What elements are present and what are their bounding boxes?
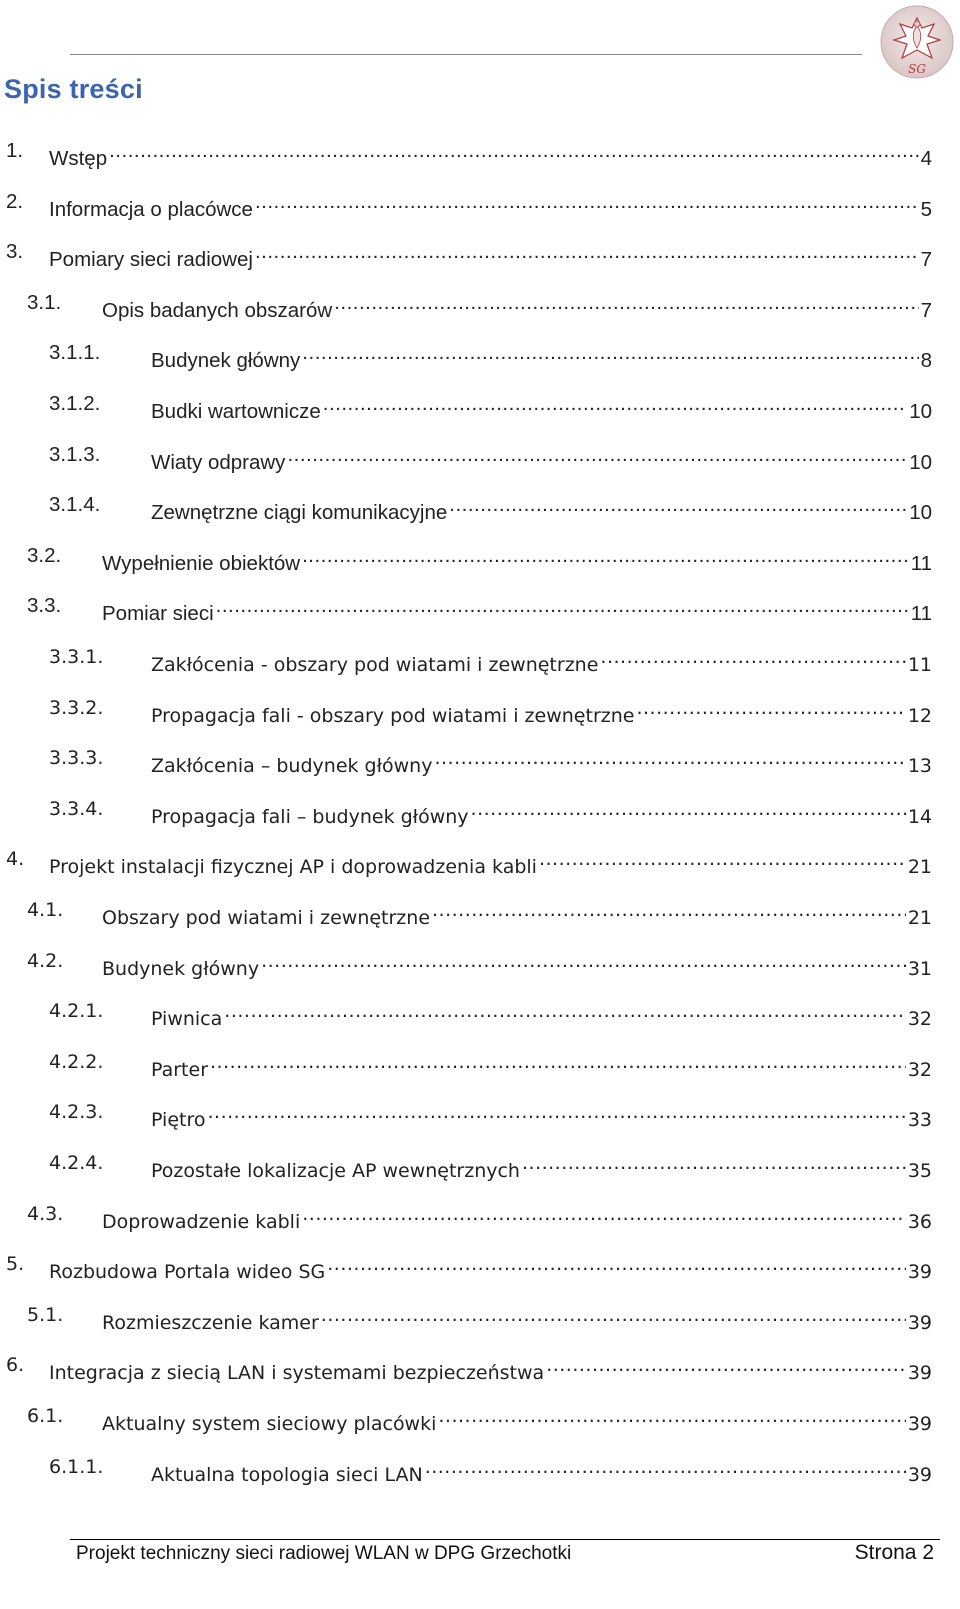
toc-entry-page: 33 <box>907 1109 932 1132</box>
toc-entry-title: Budki wartownicze <box>151 400 321 423</box>
toc-entry-page: 4 <box>920 147 932 170</box>
toc-entry-number: 3.1. <box>27 290 62 314</box>
toc-entry-number: 1. <box>6 139 24 162</box>
toc-entry-page: 10 <box>909 501 932 525</box>
toc-entry-number: 4.2. <box>27 949 64 972</box>
toc-entry-number: 3.3.1. <box>49 646 104 668</box>
toc-entry-title: Wypełnienie obiektów <box>102 551 301 575</box>
toc-entry-number: 6.1.1. <box>49 1455 104 1478</box>
toc-entry-number: 3.1.3. <box>49 442 101 466</box>
emblem-monogram: SG <box>908 62 926 76</box>
toc-entry[interactable] <box>0 1351 932 1385</box>
toc-entry-title: Aktualny system sieciowy placówki <box>102 1413 437 1435</box>
toc-entry-page: 32 <box>907 1058 932 1081</box>
toc-entry-page: 5 <box>920 197 932 221</box>
toc-entry-page: 12 <box>907 704 932 727</box>
toc-entry-page: 11 <box>910 551 932 575</box>
toc-dot-leader <box>323 390 907 418</box>
toc-entry[interactable] <box>0 390 932 423</box>
toc-entry-number: 4.3. <box>27 1202 64 1225</box>
toc-dot-leader <box>207 1098 905 1126</box>
toc-dot-leader <box>321 1301 906 1329</box>
toc-entry-title: Zakłócenia – budynek główny <box>151 755 433 778</box>
toc-entry[interactable] <box>0 137 932 170</box>
toc-entry-title: Obszary pod wiatami i zewnętrzne <box>102 907 431 929</box>
toc-entry-title: Informacja o placówce <box>49 197 253 221</box>
toc-entry-page: 10 <box>909 400 932 423</box>
toc-entry-title: Piętro <box>151 1109 206 1132</box>
toc-dot-leader <box>636 694 905 722</box>
toc-entry[interactable] <box>0 845 932 879</box>
toc-entry-page: 39 <box>907 1261 932 1284</box>
toc-entry-number: 4.2.3. <box>49 1101 104 1124</box>
toc-entry-number: 3.3. <box>27 594 62 618</box>
toc-entry[interactable] <box>0 795 932 828</box>
toc-entry-page: 31 <box>907 957 932 980</box>
toc-title: Spis treści <box>4 74 143 104</box>
toc-entry-title: Zewnętrzne ciągi komunikacyjne <box>151 501 448 525</box>
toc-entry-page: 8 <box>920 349 932 373</box>
toc-entry-title: Aktualna topologia sieci LAN <box>151 1463 423 1486</box>
toc-entry-number: 4.2.2. <box>49 1050 104 1073</box>
toc-entry-number: 4.1. <box>27 899 64 921</box>
toc-dot-leader <box>255 188 919 216</box>
toc-entry[interactable] <box>0 1453 932 1486</box>
toc-dot-leader <box>425 1453 906 1481</box>
toc-entry-title: Projekt instalacji fizycznej AP i doprowadzenia kabli <box>49 856 537 879</box>
toc-dot-leader <box>216 592 909 620</box>
toc-entry[interactable] <box>0 441 932 474</box>
toc-entry-number: 3.2. <box>27 543 62 567</box>
toc-entry[interactable] <box>0 542 932 575</box>
toc-entry-number: 3.3.2. <box>49 696 104 719</box>
toc-entry-title: Zakłócenia - obszary pod wiatami i zewnętrzne <box>151 654 599 676</box>
toc-dot-leader <box>302 339 918 367</box>
toc-entry-number: 6.1. <box>27 1405 64 1427</box>
toc-entry[interactable] <box>0 694 932 727</box>
toc-entry[interactable] <box>0 1200 932 1233</box>
toc-dot-leader <box>261 947 906 975</box>
toc-entry-title: Budynek główny <box>102 957 260 980</box>
toc-entry[interactable] <box>0 947 932 980</box>
toc-entry[interactable] <box>0 896 932 929</box>
toc-entry-number: 4.2.4. <box>49 1152 104 1174</box>
toc-entry-title: Pozostałe lokalizacje AP wewnętrznych <box>151 1160 520 1182</box>
toc-entry-page: 14 <box>907 805 932 828</box>
toc-entry-title: Opis badanych obszarów <box>102 298 333 322</box>
toc-entry-number: 4. <box>6 848 25 871</box>
toc-entry-page: 11 <box>910 602 932 626</box>
toc-dot-leader <box>334 289 918 317</box>
toc-entry-page: 39 <box>907 1463 932 1486</box>
toc-dot-leader <box>539 845 906 873</box>
toc-entry-title: Integracja z siecią LAN i systemami bezpieczeństwa <box>49 1362 545 1385</box>
toc-entry-number: 4.2.1. <box>49 1000 104 1023</box>
toc-entry-number: 6. <box>6 1354 25 1377</box>
toc-dot-leader <box>327 1250 906 1278</box>
toc-entry-title: Wstęp <box>49 147 108 170</box>
toc-entry-page: 13 <box>907 755 932 778</box>
toc-entry-number: 5. <box>6 1253 25 1276</box>
toc-entry-title: Budynek główny <box>151 349 301 373</box>
toc-entry-page: 36 <box>907 1210 932 1233</box>
toc-entry[interactable] <box>0 1048 932 1081</box>
toc-dot-leader <box>600 643 905 671</box>
toc-dot-leader <box>471 795 906 823</box>
toc-dot-leader <box>438 1402 905 1430</box>
toc-entry[interactable] <box>0 643 932 676</box>
toc-entry-title: Parter <box>151 1058 209 1081</box>
toc-entry-title: Propagacja fali – budynek główny <box>151 805 469 828</box>
toc-entry-title: Rozbudowa Portala wideo SG <box>49 1261 326 1284</box>
toc-dot-leader <box>224 997 906 1025</box>
toc-entry-page: 21 <box>907 907 932 929</box>
footer-page-number: Strona 2 <box>854 1541 934 1564</box>
toc-entry-number: 3.3.3. <box>49 747 104 770</box>
toc-dot-leader <box>255 238 919 266</box>
toc-entry-number: 3.1.4. <box>49 493 101 517</box>
toc-entry-title: Wiaty odprawy <box>151 450 286 474</box>
toc-entry-number: 5.1. <box>27 1303 64 1326</box>
toc-entry-page: 21 <box>907 856 932 879</box>
toc-entry-title: Pomiary sieci radiowej <box>49 248 253 272</box>
footer-rule <box>70 1539 940 1540</box>
toc-entry[interactable] <box>0 339 932 373</box>
toc-dot-leader <box>287 441 907 469</box>
toc-entry[interactable] <box>0 238 932 272</box>
toc-entry-page: 7 <box>920 298 932 322</box>
toc-entry-page: 39 <box>907 1362 932 1385</box>
toc-dot-leader <box>210 1048 906 1076</box>
toc-entry[interactable] <box>0 1149 932 1182</box>
toc-entry[interactable] <box>0 188 932 221</box>
toc-dot-leader <box>434 744 905 772</box>
toc-dot-leader <box>302 1200 906 1228</box>
toc-entry[interactable] <box>0 1402 932 1435</box>
toc-entry-number: 2. <box>6 189 24 213</box>
toc-entry-number: 3. <box>6 240 24 264</box>
toc-dot-leader <box>546 1351 906 1379</box>
toc-entry[interactable] <box>0 1301 932 1334</box>
toc-entry[interactable] <box>0 491 932 525</box>
toc-entry-title: Propagacja fali - obszary pod wiatami i zewnętrzne <box>151 704 635 727</box>
toc-entry-title: Rozmieszczenie kamer <box>102 1311 319 1334</box>
toc-dot-leader <box>449 491 907 519</box>
toc-entry-title: Pomiar sieci <box>102 602 214 626</box>
toc-entry-page: 7 <box>920 248 932 272</box>
toc-entry-title: Piwnica <box>151 1008 223 1031</box>
toc-entry[interactable] <box>0 1250 932 1284</box>
toc-entry-page: 11 <box>907 654 932 676</box>
toc-entry-page: 10 <box>909 450 932 474</box>
toc-entry[interactable] <box>0 744 932 778</box>
toc-entry-page: 35 <box>907 1160 932 1182</box>
toc-entry[interactable] <box>0 289 932 322</box>
toc-dot-leader <box>432 896 906 924</box>
toc-entry-title: Doprowadzenie kabli <box>102 1210 301 1233</box>
toc-entry[interactable] <box>0 997 932 1031</box>
toc-entry-page: 39 <box>907 1311 932 1334</box>
toc-entry[interactable] <box>0 592 932 626</box>
toc-entry-number: 3.1.2. <box>49 392 101 415</box>
toc-dot-leader <box>109 137 918 165</box>
toc-dot-leader <box>302 542 909 570</box>
toc-dot-leader <box>522 1149 906 1177</box>
toc-entry-page: 39 <box>907 1413 932 1435</box>
toc-entry-number: 3.3.4. <box>49 797 104 820</box>
toc-entry-number: 3.1.1. <box>49 341 101 365</box>
toc-entry-page: 32 <box>907 1008 932 1031</box>
toc-entry[interactable] <box>0 1098 932 1132</box>
footer-document-title: Projekt techniczny sieci radiowej WLAN w DPG Grzechotki <box>76 1543 572 1564</box>
